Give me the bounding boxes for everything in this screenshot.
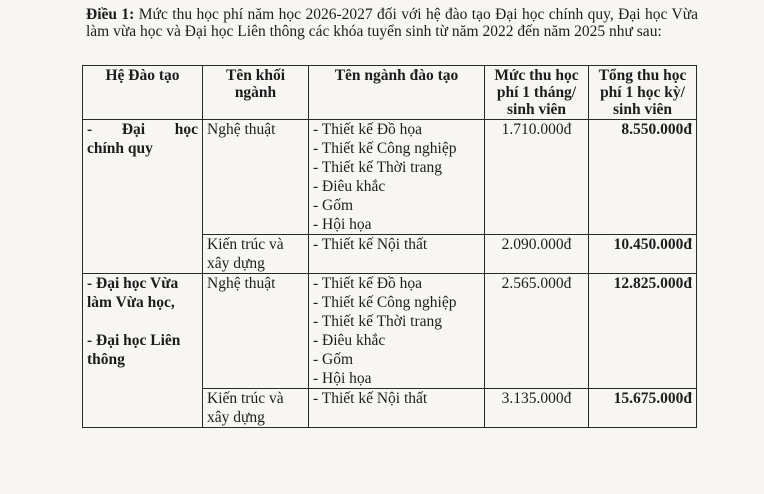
header-row: [83, 66, 697, 120]
major-item: - Hội họa: [313, 370, 372, 387]
block-name: Nghệ thuật: [203, 274, 309, 389]
semester-fee: 8.550.000đ: [589, 120, 697, 235]
major-list: [309, 389, 485, 428]
major-item: - Thiết kế Đồ họa: [313, 121, 423, 138]
major-item: - Hội họa: [313, 216, 372, 233]
major-list: [309, 120, 485, 235]
program-line: chính quy: [87, 140, 153, 157]
header-semester-fee: Tổng thu học phí 1 học kỳ/ sinh viên: [589, 66, 697, 120]
program-name: [83, 120, 203, 274]
major-item: - Điêu khắc: [313, 332, 386, 349]
article-text: Mức thu học phí năm học 2026-2027 đối với hệ đào tạo Đại học chính quy, Đại học Vừa làm vừa học và Đại học Liên thông các khóa tuyển sinh từ năm 2022 đến năm 2025 như sau:: [86, 6, 698, 40]
semester-fee: 15.675.000đ: [589, 389, 697, 428]
header-major: Tên ngành đào tạo: [309, 66, 485, 120]
semester-fee: 12.825.000đ: [589, 274, 697, 389]
major-item: - Gốm: [313, 197, 354, 214]
major-list: [309, 274, 485, 389]
program-line: - Đại học Liên thông: [87, 332, 181, 368]
block-name: Kiến trúc và xây dựng: [203, 235, 309, 274]
table-row: [83, 274, 697, 389]
major-item: - Thiết kế Nội thất: [313, 390, 428, 407]
monthly-fee: 2.090.000đ: [485, 235, 589, 274]
header-program: Hệ Đào tạo: [83, 66, 203, 120]
major-item: - Thiết kế Đồ họa: [313, 275, 423, 292]
program-name: [83, 274, 203, 428]
major-list: [309, 235, 485, 274]
program-line: - Đại học: [87, 121, 198, 138]
major-item: - Thiết kế Thời trang: [313, 159, 443, 176]
semester-fee: 10.450.000đ: [589, 235, 697, 274]
header-block: Tên khối ngành: [203, 66, 309, 120]
block-name: Nghệ thuật: [203, 120, 309, 235]
major-item: - Thiết kế Thời trang: [313, 313, 443, 330]
major-item: - Thiết kế Nội thất: [313, 236, 428, 253]
major-item: - Điêu khắc: [313, 178, 386, 195]
intro-paragraph: [86, 6, 698, 40]
block-name: Kiến trúc và xây dựng: [203, 389, 309, 428]
table-row: [83, 120, 697, 235]
monthly-fee: 3.135.000đ: [485, 389, 589, 428]
monthly-fee: 1.710.000đ: [485, 120, 589, 235]
major-item: - Thiết kế Công nghiệp: [313, 140, 457, 157]
major-item: - Thiết kế Công nghiệp: [313, 294, 457, 311]
monthly-fee: 2.565.000đ: [485, 274, 589, 389]
article-label: Điều 1:: [86, 6, 135, 23]
header-monthly-fee: Mức thu học phí 1 tháng/ sinh viên: [485, 66, 589, 120]
major-item: - Gốm: [313, 351, 354, 368]
tuition-table: [82, 65, 697, 428]
program-line: - Đại học Vừa làm Vừa học,: [87, 275, 179, 311]
